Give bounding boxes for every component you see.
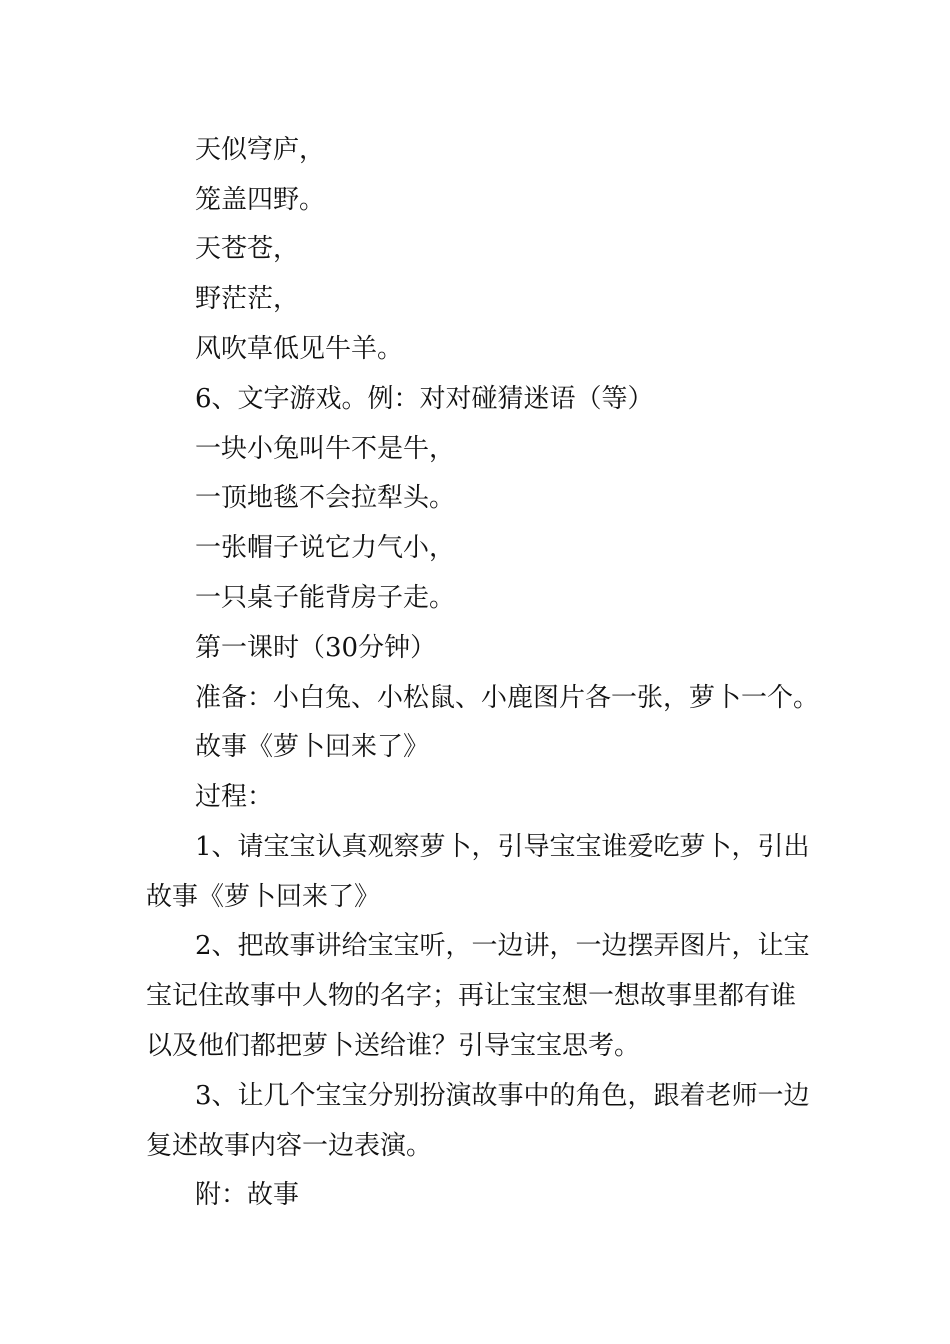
poem-line: 野茫茫， <box>195 284 300 314</box>
appendix-heading: 附：故事 <box>195 1180 300 1210</box>
riddle-line: 一只桌子能背房子走。 <box>195 583 456 613</box>
paragraph-line: 宝记住故事中人物的名字；再让宝宝想一想故事里都有谁 <box>146 981 797 1011</box>
riddle-line: 一块小兔叫牛不是牛， <box>195 434 456 464</box>
section-heading: 6、文字游戏。例：对对碰猜迷语（等） <box>195 384 654 414</box>
paragraph-line: 以及他们都把萝卜送给谁？引导宝宝思考。 <box>146 1031 641 1061</box>
paragraph-line: 3、让几个宝宝分别扮演故事中的角色，跟着老师一边 <box>195 1081 810 1111</box>
poem-line: 天似穹庐， <box>195 135 326 165</box>
preparation-line: 准备：小白兔、小松鼠、小鹿图片各一张，萝卜一个。 <box>195 683 820 713</box>
paragraph-line: 2、把故事讲给宝宝听，一边讲，一边摆弄图片，让宝 <box>195 931 810 961</box>
poem-line: 风吹草低见牛羊。 <box>195 334 404 364</box>
poem-line: 笼盖四野。 <box>195 185 326 215</box>
process-heading: 过程： <box>195 782 274 812</box>
story-title: 故事《萝卜回来了》 <box>195 732 430 762</box>
riddle-line: 一顶地毯不会拉犁头。 <box>195 483 456 513</box>
paragraph-line: 故事《萝卜回来了》 <box>146 882 381 912</box>
poem-line: 天苍苍， <box>195 234 300 264</box>
paragraph-line: 1、请宝宝认真观察萝卜，引导宝宝谁爱吃萝卜，引出 <box>195 832 810 862</box>
lesson-heading: 第一课时（30分钟） <box>195 633 437 663</box>
riddle-line: 一张帽子说它力气小， <box>195 533 456 563</box>
paragraph-line: 复述故事内容一边表演。 <box>146 1131 433 1161</box>
